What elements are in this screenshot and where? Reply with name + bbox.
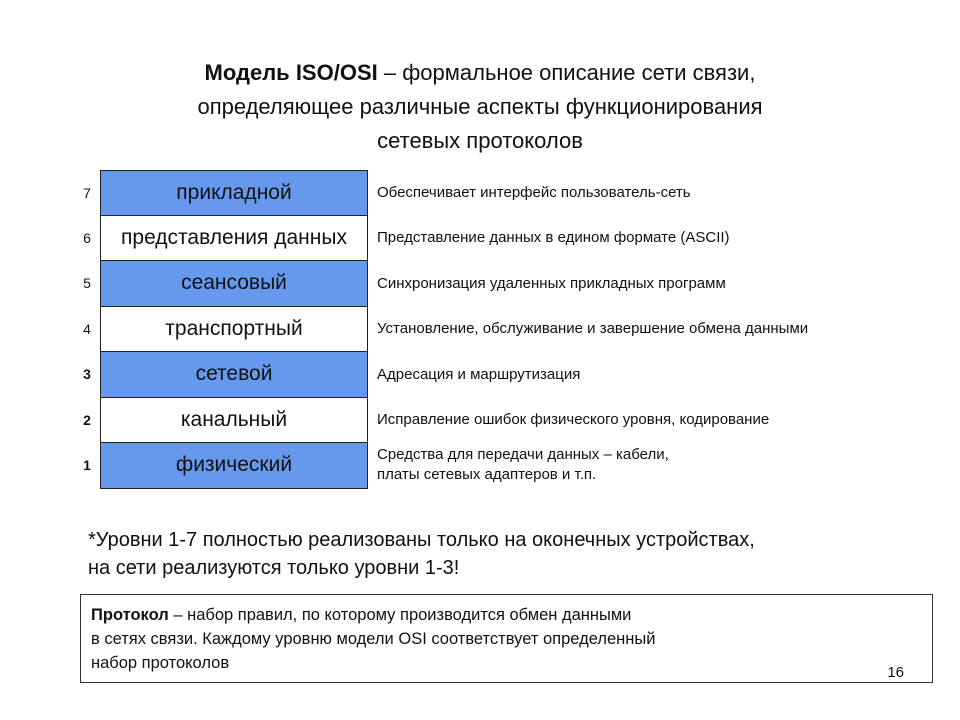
layer-number: 6 xyxy=(83,229,91,246)
levels-note xyxy=(88,526,908,582)
title-rest: – формальное описание сети связи, xyxy=(377,60,756,85)
layer-description: Синхронизация удаленных прикладных программ xyxy=(377,274,726,292)
definition-line-3: набор протоколов xyxy=(91,654,230,672)
layer-number: 2 xyxy=(83,411,91,428)
layer-description: Установление, обслуживание и завершение обмена данными xyxy=(377,320,809,338)
layer-number: 5 xyxy=(83,275,91,292)
layer-name: сетевой xyxy=(195,362,273,386)
layer-name: прикладной xyxy=(176,180,292,204)
layer-description: Обеспечивает интерфейс пользователь-сеть xyxy=(377,183,691,201)
definition-rest: – набор правил, по которому производится обмен данными xyxy=(168,606,632,624)
layer-1-physical xyxy=(83,443,368,489)
title-bold: Модель ISO/OSI xyxy=(204,60,378,85)
page-number: 16 xyxy=(887,664,904,681)
layer-5-session xyxy=(83,261,368,307)
layer-name: представления данных xyxy=(121,225,347,249)
note-line-2: на сети реализуются только уровни 1-3! xyxy=(88,557,460,579)
protocol-definition-box xyxy=(80,594,933,683)
definition-line-2: в сетях связи. Каждому уровню модели OSI соответствует определенный xyxy=(91,630,656,648)
title-line-1 xyxy=(0,56,960,90)
layer-number: 4 xyxy=(83,320,91,337)
layer-description: Адресация и маршрутизация xyxy=(377,365,581,383)
osi-layer-stack xyxy=(83,170,368,489)
layer-7-application xyxy=(83,170,368,216)
layer-name: сеансовый xyxy=(181,271,287,295)
layer-number: 7 xyxy=(83,184,91,201)
layer-descriptions xyxy=(377,170,937,491)
layer-name: канальный xyxy=(180,407,288,431)
layer-number: 1 xyxy=(83,457,91,474)
layer-description: Исправление ошибок физического уровня, кодирование xyxy=(377,411,770,429)
layer-name: транспортный xyxy=(165,316,303,340)
definition-line-1 xyxy=(91,603,922,627)
layer-name: физический xyxy=(175,453,293,477)
title-line-2: определяющее различные аспекты функционирования xyxy=(197,94,763,119)
layer-4-transport xyxy=(83,307,368,353)
layer-description-line: Средства для передачи данных – кабели, xyxy=(377,446,669,463)
note-line-1: *Уровни 1-7 полностью реализованы только на оконечных устройствах, xyxy=(88,529,755,551)
layer-2-data-link xyxy=(83,398,368,444)
layer-6-presentation xyxy=(83,216,368,262)
layer-description-line: платы сетевых адаптеров и т.п. xyxy=(377,466,597,483)
definition-term: Протокол xyxy=(91,606,169,624)
slide-title xyxy=(0,56,960,158)
layer-description xyxy=(377,443,937,491)
title-line-3: сетевых протоколов xyxy=(377,128,583,153)
layer-description: Представление данных в едином формате (ASCII) xyxy=(377,229,730,247)
layer-number: 3 xyxy=(83,366,91,383)
layer-3-network xyxy=(83,352,368,398)
